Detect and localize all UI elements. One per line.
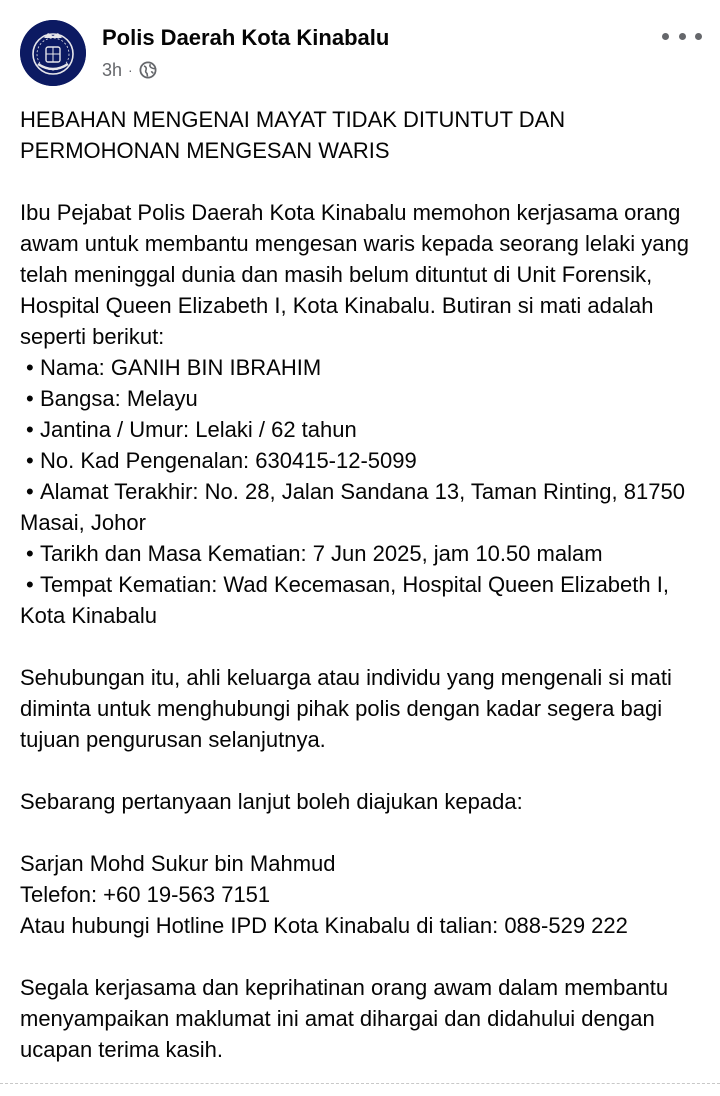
more-options-icon [679,33,686,40]
page-avatar[interactable] [20,20,86,86]
page-name[interactable]: Polis Daerah Kota Kinabalu [102,25,390,50]
post-meta [102,59,157,81]
post-header [20,20,710,90]
detail-item: • Tarikh dan Masa Kematian: 7 Jun 2025, jam 10.50 malam [20,538,710,569]
globe-icon[interactable] [139,61,157,79]
post-timestamp[interactable]: 3h [102,59,123,80]
post-request: Sehubungan itu, ahli keluarga atau individu yang mengenali si mati diminta untuk menghubungi pihak polis dengan kadar segera bagi tujuan pengurusan selanjutnya. [20,665,672,752]
post-body [20,104,710,1096]
details-list [20,352,710,631]
post-title-line: HEBAHAN MENGENAI MAYAT TIDAK DITUNTUT DAN [20,107,566,132]
detail-item: • No. Kad Pengenalan: 630415-12-5099 [20,445,710,476]
contact-name: Sarjan Mohd Sukur bin Mahmud [20,851,336,876]
more-options-icon [695,33,702,40]
police-crest-icon [20,20,86,86]
detail-item: • Jantina / Umur: Lelaki / 62 tahun [20,414,710,445]
contact-block [20,848,710,941]
contact-phone: Telefon: +60 19-563 7151 [20,882,271,907]
detail-item: • Tempat Kematian: Wad Kecemasan, Hospital Queen Elizabeth I, Kota Kinabalu [20,569,710,631]
more-options-button[interactable] [662,24,702,48]
post-inquiry: Sebarang pertanyaan lanjut boleh diajukan kepada: [20,789,523,814]
post-title [20,104,710,166]
divider [0,1083,720,1084]
detail-item: • Bangsa: Melayu [20,383,710,414]
detail-item: • Nama: GANIH BIN IBRAHIM [20,352,710,383]
contact-hotline: Atau hubungi Hotline IPD Kota Kinabalu di talian: 088-529 222 [20,913,628,938]
post-intro: Ibu Pejabat Polis Daerah Kota Kinabalu memohon kerjasama orang awam untuk membantu mengesan waris kepada seorang lelaki yang telah meninggal dunia dan masih belum dituntut di Unit Forensik, Hospital Queen Elizabeth I, Kota Kinabalu. Butiran si mati adalah seperti berikut: [20,200,689,349]
post-title-line: PERMOHONAN MENGESAN WARIS [20,138,390,163]
more-options-icon [662,33,669,40]
detail-item: • Alamat Terakhir: No. 28, Jalan Sandana 13, Taman Rinting, 81750 Masai, Johor [20,476,710,538]
post-closing: Segala kerjasama dan keprihatinan orang awam dalam membantu menyampaikan maklumat ini amat dihargai dan didahului dengan ucapan terima kasih. [20,975,669,1062]
meta-separator: · [128,62,133,78]
